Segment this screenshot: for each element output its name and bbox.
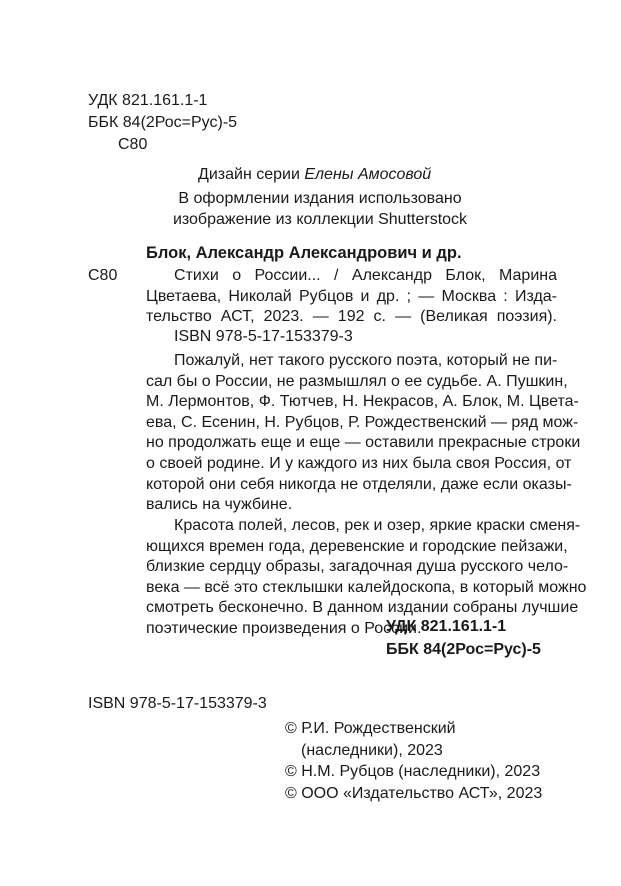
udk-code-top: УДК 821.161.1-1 [88, 92, 208, 109]
annotation-p1-line: ева, С. Есенин, Н. Рубцов, Р. Рождественский — ряд мож- [146, 413, 579, 431]
copyright-2: © Н.М. Рубцов (наследники), 2023 [285, 763, 541, 780]
biblio-line-1: Стихи о России... / Александр Блок, Марина [174, 267, 557, 284]
series-designer-name: Елены Амосовой [304, 166, 432, 183]
biblio-line-2: Цветаева, Николай Рубцов и др. ; — Москва : Изда- [146, 287, 557, 305]
author-heading: Блок, Александр Александрович и др. [146, 244, 462, 262]
bbk-code-top: ББК 84(2Рос=Рус)-5 [88, 114, 238, 131]
annotation-p1-line: сал бы о России, не размышлял о ее судьбе. А. Пушкин, [146, 372, 568, 390]
series-design-credit [198, 165, 431, 185]
copyright-1: © Р.И. Рождественский [285, 720, 456, 737]
isbn-bottom: ISBN 978-5-17-153379-3 [88, 695, 267, 712]
annotation-p2-line: века — всё это стеклышки калейдоскопа, в который можно [146, 578, 587, 596]
bibliographic-record [146, 266, 557, 328]
annotation-p1-line: но продолжать еще и еще — оставили прекрасные строки [146, 434, 581, 452]
annotation-p2-line: близкие сердцу образы, загадочная душа русского чело- [146, 558, 569, 576]
copyright-3: © ООО «Издательство АСТ», 2023 [285, 785, 543, 802]
copyright-1-cont: (наследники), 2023 [301, 742, 443, 759]
annotation-p2-line-last: поэтические произведения о России. [146, 619, 422, 637]
bbk-code-bottom: ББК 84(2Рос=Рус)-5 [386, 641, 541, 658]
udk-code-bottom: УДК 821.161.1-1 [386, 618, 507, 635]
annotation-p2-line: смотреть бесконечно. В данном издании собраны лучшие [146, 599, 579, 617]
annotation-p1-line-last: вались на чужбине. [146, 496, 293, 514]
image-credit-line-2: изображение из коллекции Shutterstock [172, 211, 468, 228]
isbn-mid: ISBN 978-5-17-153379-3 [174, 328, 353, 345]
annotation-p1-line: о своей родине. И у каждого из них была своя Россия, от [146, 454, 572, 472]
annotation-p1-line: Пожалуй, нет такого русского поэта, который не пи- [174, 352, 558, 369]
author-mark-top: С80 [118, 136, 148, 153]
annotation-p1-line: М. Лермонтов, Ф. Тютчев, Н. Некрасов, А. Блок, М. Цвета- [146, 393, 579, 411]
annotation-p2-line: ющихся времен года, деревенские и городские пейзажи, [146, 537, 568, 555]
annotation-p2-line: Красота полей, лесов, рек и озер, яркие краски сменя- [174, 517, 581, 534]
annotation-p1-line: которой они себя никогда не отделяли, даже если оказы- [146, 475, 572, 493]
image-credit-line-1: В оформлении издания использовано [178, 190, 462, 207]
series-design-prefix: Дизайн серии [198, 166, 305, 183]
annotation-paragraph-1 [146, 351, 581, 516]
author-mark-left: С80 [88, 267, 118, 284]
biblio-line-3: тельство АСТ, 2023. — 192 с. — (Великая поэзия). [146, 308, 557, 326]
